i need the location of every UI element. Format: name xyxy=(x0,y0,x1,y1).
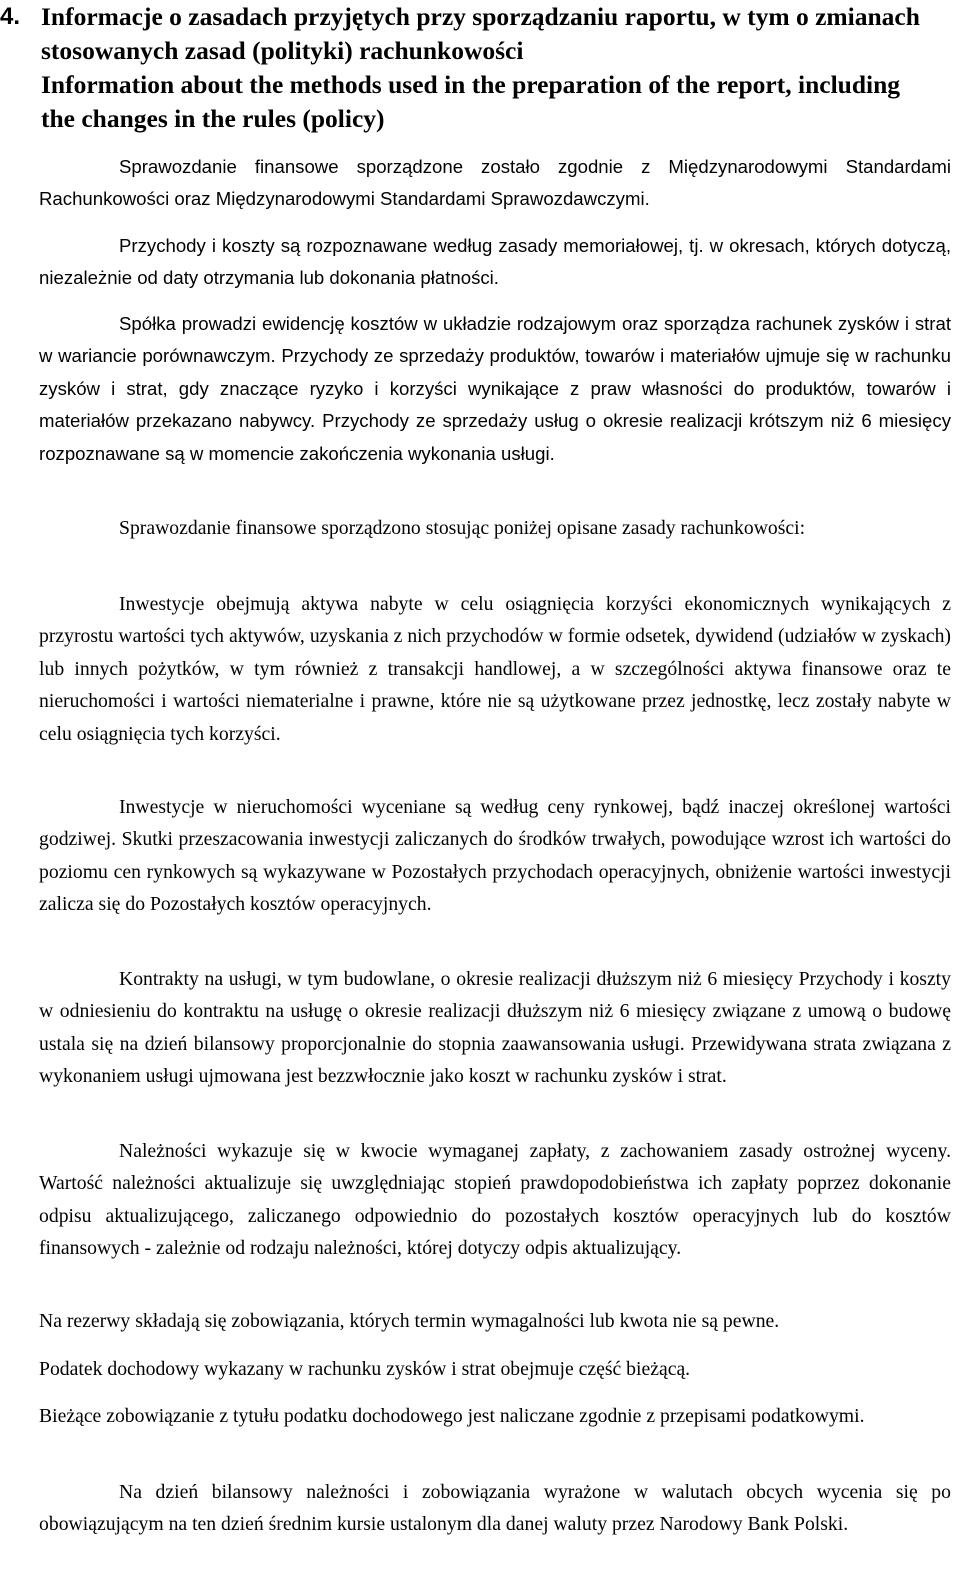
section-title xyxy=(41,0,946,136)
paragraph-investments: Inwestycje obejmują aktywa nabyte w celu osiągnięcia korzyści ekonomicznych wynikających z przyrostu wartości tych aktywów, uzyskania z nich przychodów w formie odsetek, dywidend (udziałów w zyskach) lub innych pożytków, w tym również z transakcji handlowej, a w szczególności aktywa finansowe oraz te nieruchomości i wartości niematerialne i prawne, które nie są użytkowane przez jednostkę, lecz zostały nabyte w celu osiągnięcia tych korzyści. xyxy=(39,593,951,745)
section-number: 4. xyxy=(0,3,21,30)
paragraph-real-estate: Inwestycje w nieruchomości wyceniane są według ceny rynkowej, bądź inaczej określonej wartości godziwej. Skutki przeszacowania inwestycji zaliczanych do środków trwałych, powodujące wzrost ich wartości do poziomu cen rynkowych są wykazywane w Pozostałych przychodach operacyjnych, obniżenie wartości inwestycji zalicza się do Pozostałych kosztów operacyjnych. xyxy=(39,796,951,916)
paragraph-provisions: Na rezerwy składają się zobowiązania, których termin wymagalności lub kwota nie są pewne. xyxy=(39,1310,780,1332)
paragraph-accrual: Przychody i koszty są rozpoznawane według zasady memoriałowej, tj. w okresach, których dotyczą, niezależnie od daty otrzymania lub dokonania płatności. xyxy=(39,235,951,289)
section-title-line: Informacje o zasadach przyjętych przy sporządzaniu raportu, w tym o zmianach xyxy=(41,2,920,31)
paragraph-standards: Sprawozdanie finansowe sporządzone zostało zgodnie z Międzynarodowymi Standardami Rachunkowości oraz Międzynarodowymi Standardami Sprawozdawczymi. xyxy=(39,156,951,210)
paragraph-current-tax: Bieżące zobowiązanie z tytułu podatku dochodowego jest naliczane zgodnie z przepisami podatkowymi. xyxy=(39,1405,865,1427)
section-title-line: the changes in the rules (policy) xyxy=(41,104,385,133)
paragraph-income-tax: Podatek dochodowy wykazany w rachunku zysków i strat obejmuje część bieżącą. xyxy=(39,1358,691,1380)
paragraph-receivables: Należności wykazuje się w kwocie wymaganej zapłaty, z zachowaniem zasady ostrożnej wyceny. Wartość należności aktualizuje się uwzględniając stopień prawdopodobieństwa ich zapłaty poprzez dokonanie odpisu aktualizującego, zaliczanego odpowiednio do pozostałych kosztów operacyjnych lub do kosztów finansowych - zależnie od rodzaju należności, której dotyczy odpis aktualizujący. xyxy=(39,1140,951,1260)
section-title-line: Information about the methods used in the preparation of the report, including xyxy=(41,70,901,99)
paragraph-contracts: Kontrakty na usługi, w tym budowlane, o okresie realizacji dłuższym niż 6 miesięcy Przychody i koszty w odniesieniu do kontraktu na usługę o okresie realizacji dłuższym niż 6 miesięcy związane z umową o budowę ustala się na dzień bilansowy proporcjonalnie do stopnia zaawansowania usługi. Przewidywana strata związana z wykonaniem usługi ujmowana jest bezzwłocznie jako koszt w rachunku zysków i strat. xyxy=(39,968,951,1088)
section-title-line: stosowanych zasad (polityki) rachunkowości xyxy=(41,36,524,65)
paragraph-foreign-currency: Na dzień bilansowy należności i zobowiązania wyrażone w walutach obcych wycenia się po obowiązującym na ten dzień średnim kursie ustalonym dla danej waluty przez Narodowy Bank Polski. xyxy=(39,1481,951,1536)
paragraph-accounting-policies: Sprawozdanie finansowe sporządzono stosując poniżej opisane zasady rachunkowości: xyxy=(119,517,806,539)
paragraph-cost-accounting: Spółka prowadzi ewidencję kosztów w układzie rodzajowym oraz sporządza rachunek zysków i strat w wariancie porównawczym. Przychody ze sprzedaży produktów, towarów i materiałów ujmuje się w rachunku zysków i strat, gdy znaczące ryzyko i korzyści wynikające z praw własności do produktów, towarów i materiałów przekazano nabywcy. Przychody ze sprzedaży usług o okresie realizacji krótszym niż 6 miesięcy rozpoznawane są w momencie zakończenia wykonania usługi. xyxy=(39,313,951,464)
